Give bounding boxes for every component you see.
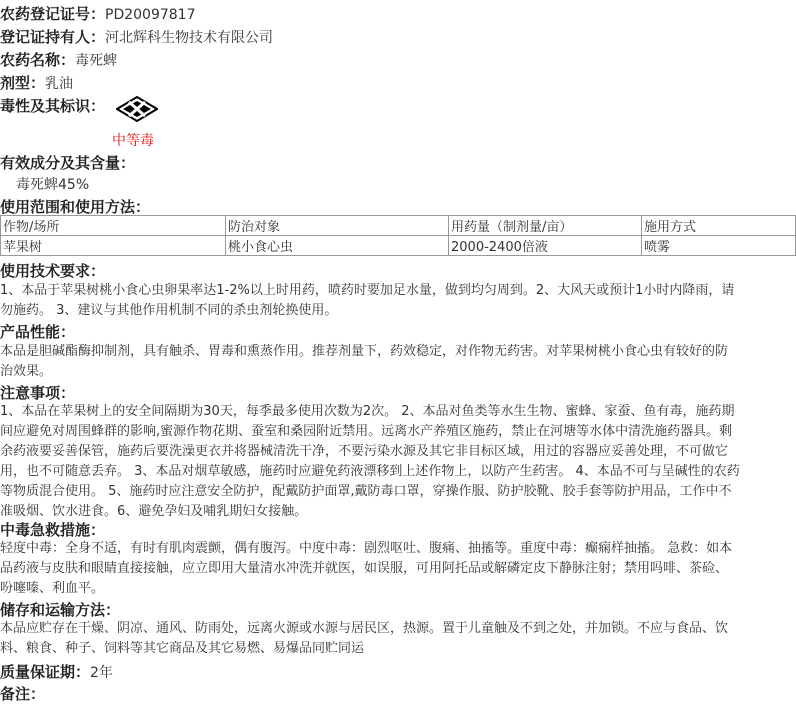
first-aid-line: 品药液与皮肤和眼睛直接接触，应立即用大量清水冲洗并就医，如误服，可用阿托品或解磷定皮下静脉注射；禁用吗啡、茶硷、 <box>0 561 729 576</box>
toxicity-row <box>0 95 105 116</box>
usage-title: 使用范围和使用方法： <box>0 198 151 216</box>
precautions-text <box>0 402 792 522</box>
ingredient-value: 毒死蜱45% <box>16 177 90 193</box>
performance-title: 产品性能： <box>0 323 76 341</box>
technical-text <box>0 281 792 321</box>
precautions-line: 1、本品在苹果树上的安全间隔期为30天，每季最多使用次数为2次。 2、本品对鱼类等水生生物、蜜蜂、家蚕、鱼有毒，施药期 <box>0 404 735 419</box>
precautions-line: 余药液要妥善保管，施药后要洗澡更衣并将器械清洗干净，不要污染水源及其它非目标区域，用过的容器应妥善处理，不可做它 <box>0 444 729 459</box>
technical-line: 勿施药。 3、建议与其他作用机制不同的杀虫剂轮换使用。 <box>0 303 338 318</box>
cell-method: 喷雾 <box>642 236 796 256</box>
usage-table <box>0 215 796 256</box>
header-target: 防治对象 <box>226 216 449 236</box>
formulation-row <box>0 72 73 93</box>
ingredient-title: 有效成分及其含量： <box>0 154 136 172</box>
first-aid-text <box>0 539 792 599</box>
shelf-life-value: 2年 <box>90 665 113 681</box>
performance-line: 治效果。 <box>0 364 53 379</box>
toxicity-diamond-icon <box>116 96 158 122</box>
toxicity-level: 中等毒 <box>112 133 154 149</box>
shelf-life-label: 质量保证期： <box>0 663 91 681</box>
usage-header-row <box>1 216 796 236</box>
precautions-line: 用，也不可随意丢弃。 3、本品对烟草敏感，施药时应避免药液漂移到上述作物上，以防产生药害。 4、本品不可与呈碱性的农药 <box>0 464 740 479</box>
name-value: 毒死蜱 <box>75 53 118 69</box>
first-aid-line: 轻度中毒：全身不适，有时有肌肉震颤，偶有腹泻。中度中毒：剧烈呕吐、腹痛、抽搐等。重度中毒：癫痫样抽搐。 急救：如本 <box>0 541 733 556</box>
cell-crop: 苹果树 <box>1 236 226 256</box>
holder-label: 登记证持有人： <box>0 28 106 46</box>
storage-text <box>0 619 792 659</box>
performance-line: 本品是胆碱酯酶抑制剂，具有触杀、胃毒和熏蒸作用。推荐剂量下，药效稳定，对作物无药害。对苹果树桃小食心虫有较好的防 <box>0 344 729 359</box>
storage-line: 本品应贮存在干燥、阴凉、通风、防雨处，远离火源或水源与居民区，热源。置于儿童触及不到之处，并加锁。不应与食品、饮 <box>0 621 729 636</box>
header-crop: 作物/场所 <box>1 216 226 236</box>
registration-row <box>0 3 196 24</box>
name-label: 农药名称： <box>0 51 76 69</box>
storage-title: 储存和运输方法： <box>0 601 121 619</box>
technical-title: 使用技术要求： <box>0 262 106 280</box>
toxicity-label: 毒性及其标识： <box>0 97 106 115</box>
storage-line: 料、粮食、种子、饲料等其它商品及其它易燃、易爆品同贮同运 <box>0 641 365 656</box>
name-row <box>0 49 117 70</box>
holder-value: 河北辉科生物技术有限公司 <box>105 30 274 46</box>
header-method: 施用方式 <box>642 216 796 236</box>
formulation-label: 剂型： <box>0 74 46 92</box>
holder-row <box>0 26 273 47</box>
precautions-line: 间应避免对周围蜂群的影响,蜜源作物花期、蚕室和桑园附近禁用。远离水产养殖区施药，禁止在河塘等水体中清洗施药器具。剩 <box>0 424 733 439</box>
cell-target: 桃小食心虫 <box>226 236 449 256</box>
performance-text <box>0 342 792 382</box>
registration-label: 农药登记证号： <box>0 5 106 23</box>
first-aid-title: 中毒急救措施： <box>0 521 106 539</box>
shelf-life-row <box>0 661 113 682</box>
first-aid-line: 吩噻嗪、利血平。 <box>0 581 105 596</box>
precautions-line: 准吸烟、饮水进食。6、避免孕妇及哺乳期妇女接触。 <box>0 504 308 519</box>
precautions-title: 注意事项： <box>0 384 76 402</box>
cell-dosage: 2000-2400倍液 <box>449 236 642 256</box>
technical-line: 1、本品于苹果树桃小食心虫卵果率达1-2%以上时用药，喷药时要加足水量，做到均匀周到。2、大风天或预计1小时内降雨，请 <box>0 283 735 298</box>
precautions-line: 等物质混合使用。 5、施药时应注意安全防护，配戴防护面罩,戴防毒口罩，穿操作服、防护胶靴、胶手套等防护用品，工作中不 <box>0 484 732 499</box>
header-dosage: 用药量（制剂量/亩） <box>449 216 642 236</box>
table-row <box>1 236 796 256</box>
remarks-title: 备注： <box>0 685 46 703</box>
formulation-value: 乳油 <box>45 76 74 92</box>
registration-value: PD20097817 <box>105 7 196 23</box>
